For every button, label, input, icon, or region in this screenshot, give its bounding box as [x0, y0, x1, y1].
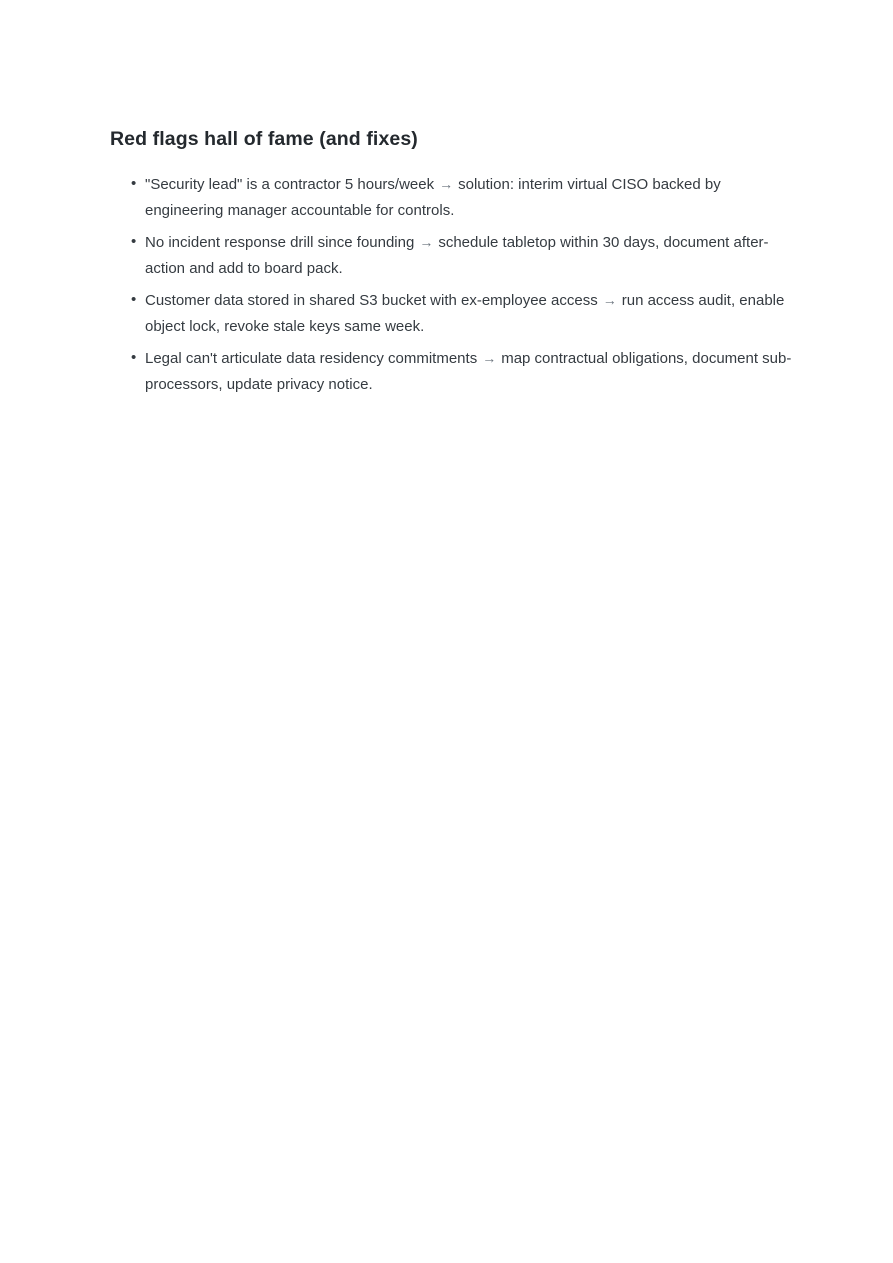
- page-title: Red flags hall of fame (and fixes): [110, 128, 418, 150]
- list-item: [145, 229, 793, 282]
- fix-text: run access audit, enable object lock, revoke stale keys same week.: [145, 292, 785, 336]
- list-item: [145, 345, 793, 398]
- red-flag-text: Legal can't articulate data residency commitments: [145, 350, 478, 368]
- fix-text: map contractual obligations, document sub-processors, update privacy notice.: [145, 350, 792, 394]
- red-flag-text: "Security lead" is a contractor 5 hours/week: [145, 176, 435, 194]
- red-flag-text: No incident response drill since founding: [145, 234, 415, 252]
- fix-text: solution: interim virtual CISO backed by engineering manager accountable for controls.: [145, 176, 721, 220]
- arrow-icon: →: [419, 234, 434, 251]
- red-flag-text: Customer data stored in shared S3 bucket with ex-employee access: [145, 292, 598, 310]
- fix-text: schedule tabletop within 30 days, document after-action and add to board pack.: [145, 234, 769, 278]
- arrow-icon: →: [602, 292, 617, 309]
- red-flags-list: [110, 171, 800, 398]
- arrow-icon: →: [482, 350, 497, 367]
- list-item: [145, 287, 793, 340]
- arrow-icon: →: [439, 176, 454, 193]
- list-item: [145, 171, 793, 224]
- document-content: [110, 127, 800, 403]
